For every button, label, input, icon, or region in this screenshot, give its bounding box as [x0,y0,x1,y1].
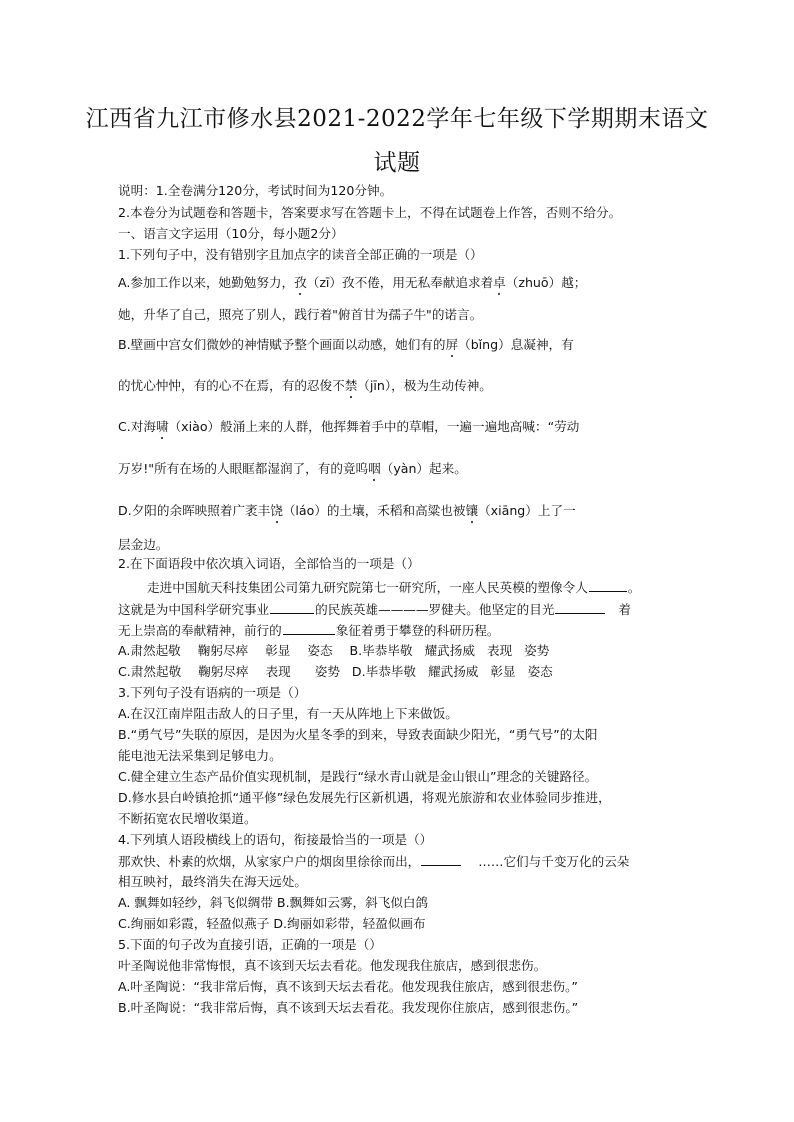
dotted-char: 饶 [270,503,283,518]
question-2-options-ab [118,643,549,659]
text: （láo）的土壤，禾稻和高粱也被 [282,503,466,518]
text: 着 [618,602,631,617]
text: C.对海 [118,419,156,434]
question-1-option-a-line2: 她，升华了自己，照亮了别人，践行着"俯首甘为孺子牛"的诺言。 [118,307,483,322]
text: 这就是为中国科学研究事业 [118,602,270,617]
option-b: B.毕恭毕敬 [349,643,413,658]
question-2-passage-line2 [118,601,631,618]
dotted-char: 咽 [368,461,381,476]
question-3-option-d-line1: D.修水县白岭镇抢抓“通平修”绿色发展先行区新机遇，将观光旅游和农业体验同步推进， [118,790,611,805]
dotted-char: 卓 [493,275,506,290]
text: 象征着勇于攀登的科研历程。 [335,623,500,638]
option-b-word: 耀武扬威 [424,643,475,658]
text: 走进中国航天科技集团公司第九研究院第七一研究所，一座人民英模的塑像令人 [147,580,588,595]
question-2-passage-line3 [118,622,499,639]
option-d: D.毕恭毕敬 [351,664,416,679]
fill-blank-2 [270,601,314,614]
section-heading: 一、语言文字运用（10分，每小题2分） [118,226,344,241]
dotted-char: 禁 [344,378,358,393]
question-1-stem: 1.下列句子中，没有错别字且加点字的读音全部正确的一项是（） [118,247,483,262]
text: 无上崇高的奉献精神，前行的 [118,623,282,638]
text: （jīn），极为生动传神。 [357,378,492,393]
question-1-option-c-line2 [118,461,467,477]
question-3-option-d-line2: 不断拓宽农民增收渠道。 [118,811,257,826]
text: ……它们与千变万化的云朵 [478,854,630,869]
question-4-passage-line2: 相互映衬，最终消失在海天远处。 [118,874,307,889]
text: 的忧心忡忡，有的心不在焉，有的忍俊不 [118,378,345,393]
option-d-word: 姿态 [527,664,553,679]
question-5-sentence: 叶圣陶说他非常悔恨，真不该到天坛去看花。他发现我住旅店，感到很悲伤。 [118,958,547,973]
question-4-passage-line1 [118,853,629,870]
dotted-char: 镶 [465,503,479,518]
fill-blank-4 [283,622,335,635]
dotted-char: 孜 [294,275,307,290]
question-5-stem: 5.下面的句子改为直接引语，正确的一项是（） [118,937,382,952]
text: （yàn）起来。 [380,461,467,476]
text: （bǐng）息凝神，有 [458,337,574,352]
question-1-option-b-line1 [118,337,574,353]
text: 万岁!"所有在场的人眼眶都湿润了，有的竟呜 [118,461,369,476]
question-1-option-d-line1 [118,503,576,519]
text: D.夕阳的余晖映照着广袤丰 [118,503,271,518]
option-c-word: 姿势 [314,664,340,679]
question-4-stem: 4.下列填人语段横线上的语句，衔接最恰当的一项是（） [118,832,433,847]
text: A.参加工作以来，她勤勉努力， [118,275,295,290]
option-a-word: 彰显 [265,643,291,658]
exam-title-line1: 江西省九江市修水县2021-2022学年七年级下学期期末语文 [85,106,709,132]
dotted-char: 啸 [155,419,169,434]
option-a-word: 姿态 [307,643,333,658]
fill-blank-3 [555,601,605,614]
question-2-options-cd [118,664,553,680]
text: （xiào）般涌上来的人群，他挥舞着手中的草帽，一遍一遍地高喊：“劳动 [168,419,580,434]
text: 。 [627,580,641,595]
instructions-line-2: 2.本卷分为试题卷和答题卡，答案要求写在答题卡上，不得在试题卷上作答，否则不给分。 [118,205,622,220]
text: 的民族英雄————罗健夫。他坚定的目光 [315,602,555,617]
question-1-option-d-line2: 层金边。 [118,537,169,552]
dotted-char: 屏 [445,337,459,352]
option-b-word: 姿势 [524,643,550,658]
option-c-word: 表现 [265,664,291,679]
question-5-option-a: A.叶圣陶说：“我非常后悔，真不该到天坛去看花。他发现我住旅店，感到很悲伤。” [118,979,578,994]
text: B.壁画中宫女们微妙的神情赋予整个画面以动感，她们有的 [118,337,446,352]
option-c-word: 鞠躬尽瘁 [198,664,249,679]
question-1-option-a-line1 [118,275,586,291]
option-a-word: 鞠躬尽瘁 [197,643,249,658]
question-3-option-b-line2: 能电池无法采集到足够电力。 [118,748,282,763]
question-3-option-b-line1: B.“勇气号”失联的原因，是因为火星冬季的到来，导致表面缺少阳光，“勇气号”的太阳 [118,727,598,742]
question-4-options-ab: A. 飘舞如轻纱，斜飞似绸带 B.飘舞如云雾，斜飞似白鸽 [118,895,429,910]
fill-blank [421,853,461,866]
question-2-passage-line1 [147,579,640,596]
question-3-stem: 3.下列句子没有语病的一项是（） [118,685,307,700]
option-d-word: 耀武扬威 [428,664,479,679]
text: （xiāng）上了一 [478,503,576,518]
option-a: A.肃然起敬 [118,643,181,658]
question-5-option-b: B.叶圣陶说：“我非常后悔，真不该到天坛去看花。我发现你住旅店，感到很悲伤。” [118,1000,579,1015]
text: （zī）孜不倦，用无私奉献追求着 [306,275,494,290]
option-c: C.肃然起敬 [118,664,182,679]
instructions-line-1: 说明：1.全卷满分120分，考试时间为120分钟。 [118,183,393,198]
question-3-option-c: C.健全建立生态产品价值实现机制，是践行“绿水青山就是金山银山”理念的关键路径。 [118,769,598,784]
text: （zhuō）越； [505,275,587,290]
exam-title-line2: 试题 [373,150,421,176]
question-1-option-b-line2 [118,378,492,394]
fill-blank-1 [589,579,627,592]
option-b-word: 表现 [486,643,513,658]
question-2-stem: 2.在下面语段中依次填入词语，全部恰当的一项是（） [118,556,420,571]
question-3-option-a: A.在汉江南岸阻击敌人的日子里，有一天从阵地上下来做饭。 [118,706,458,721]
text: 那欢快、朴素的炊烟，从家家户户的烟囱里徐徐而出， [118,854,421,869]
question-1-option-c-line1 [118,419,579,435]
option-d-word: 彰显 [490,664,516,679]
question-4-options-cd: C.绚丽如彩霞，轻盈似燕子 D.绚丽如彩带，轻盈似画布 [118,916,426,931]
